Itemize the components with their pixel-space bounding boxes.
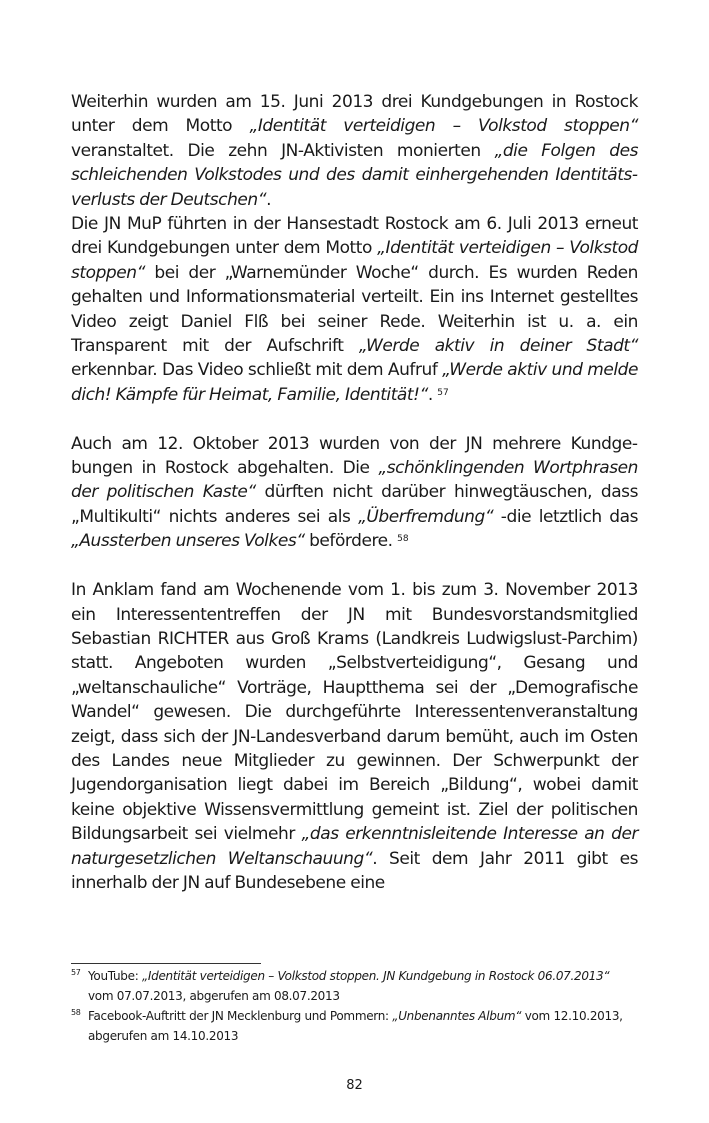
quote-run: „das erkenntnisleitende Interesse an der naturgesetzlichen Weltanschauung“ bbox=[71, 824, 639, 869]
footnotes bbox=[71, 966, 638, 1046]
quote-run: „Identität verteidigen – Volkstod stoppen. JN Kundgebung in Rostock 06.07.2013“ bbox=[141, 969, 610, 983]
quote-run: „Überfremdung“ bbox=[358, 506, 494, 527]
footnote-reference[interactable]: 57 bbox=[437, 387, 449, 398]
footnote-number: 57 bbox=[71, 968, 81, 977]
paragraph-rostock-july bbox=[71, 212, 638, 407]
footnote-divider bbox=[71, 963, 261, 964]
footnote-text bbox=[88, 966, 638, 1006]
footnote-item bbox=[71, 966, 638, 1006]
quote-run: „Werde aktiv und melde dich! Kämpfe für Heimat, Familie, Identität!“ bbox=[71, 360, 639, 405]
quote-run: „Werde aktiv in deiner Stadt“ bbox=[358, 336, 638, 357]
paragraph-rostock-october bbox=[71, 432, 638, 554]
text-run: . bbox=[427, 384, 433, 405]
text-run: . Seit dem Jahr 2011 gibt es innerhalb der JN auf Bundesebene eine bbox=[71, 848, 639, 893]
text-run: Facebook-Auftritt der JN Mecklenburg und Pommern: bbox=[88, 1009, 393, 1023]
text-run: . bbox=[266, 189, 272, 210]
text-run: erkennbar. Das Video schließt mit dem Aufruf bbox=[71, 360, 443, 381]
text-run: veranstaltet. Die zehn JN-Aktivisten monierten bbox=[71, 140, 495, 161]
text-run: In Anklam fand am Wochenende vom 1. bis zum 3. November 2013 ein Interessententreffen der JN mit Bundesvorstandsmitglied Sebastian RICHTER aus Groß Krams (Landkreis Ludwigslust-Parchim) statt. Angeboten wurden „Selbstverteidigung“, Gesang und „weltanschauliche“ Vorträge, Hauptthema sei der „Demografische Wandel“ gewesen. Die durchgeführte Interessentenveranstaltung zeigt, dass sich der JN-Landesverband darum bemüht, auch im Osten des Landes neue Mitglieder zu gewinnen. Der Schwerpunkt der Jugendorganisation liegt dabei im Bereich „Bildung“, wobei damit keine objektive Wissensvermittlung gemeint ist. Ziel der politischen Bildungsarbeit sei vielmehr bbox=[71, 580, 638, 845]
text-run: bei der „Warnemünder Woche“ durch. Es wurden Reden gehalten und Informationsmaterial verteilt. Ein ins Internet gestelltes Video zeigt Daniel Flß bei seiner Rede. Weiterhin ist u. a. ein Transparent mit der Aufschrift bbox=[71, 262, 638, 357]
footnote-reference[interactable]: 58 bbox=[397, 534, 409, 545]
footnote-number: 58 bbox=[71, 1008, 81, 1017]
main-text bbox=[71, 90, 638, 895]
quote-run: „die Folgen des schleichenden Volkstodes und des damit einhergehenden Identitätsverlusts der Deutschen“ bbox=[71, 140, 638, 210]
quote-run: „Aussterben unseres Volkes“ bbox=[71, 531, 305, 552]
text-run: YouTube: bbox=[88, 969, 142, 983]
text-run: Weiterhin wurden am 15. Juni 2013 drei Kundgebungen in Rostock unter dem Motto bbox=[71, 92, 638, 137]
text-run: vom 12.10.2013, abgerufen am 14.10.2013 bbox=[88, 1009, 623, 1043]
paragraph-anklam bbox=[71, 578, 638, 895]
paragraph-rostock-june bbox=[71, 90, 638, 212]
text-run: befördere. bbox=[304, 531, 393, 552]
quote-run: „Identität verteidigen – Volkstod stoppen“ bbox=[249, 116, 638, 137]
text-run: Die JN MuP führten in der Hansestadt Rostock am 6. Juli 2013 erneut drei Kundgebungen unter dem Motto bbox=[71, 214, 638, 259]
text-run: -die letztlich das bbox=[493, 506, 639, 527]
footnote-item bbox=[71, 1006, 638, 1046]
text-run: vom 07.07.2013, abgerufen am 08.07.2013 bbox=[88, 989, 340, 1003]
quote-run: „Identität verteidigen – Volkstod stoppen“ bbox=[71, 238, 638, 283]
text-run: dürften nicht darüber hinwegtäuschen, dass „Multikulti“ nichts anderes sei als bbox=[71, 482, 638, 527]
text-run: Auch am 12. Oktober 2013 wurden von der JN mehrere Kundgebungen in Rostock abgehalten. Die bbox=[71, 433, 638, 479]
page-number: 82 bbox=[346, 1078, 363, 1093]
quote-run: „Unbenanntes Album“ bbox=[392, 1009, 522, 1023]
quote-run: „schönklingenden Wortphrasen der politischen Kaste“ bbox=[71, 458, 638, 503]
footnote-text bbox=[88, 1006, 638, 1046]
